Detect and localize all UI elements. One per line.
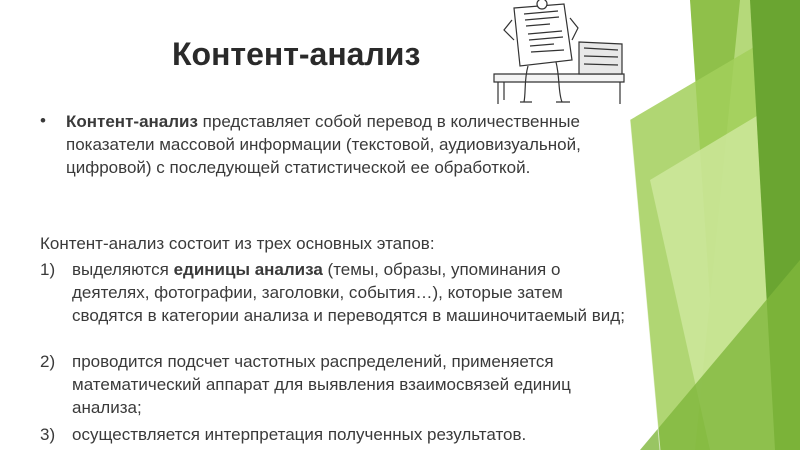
stages-intro: Контент-анализ состоит из трех основных этапов: [40, 234, 435, 253]
stage-text-before: выделяются [72, 260, 174, 279]
stage-number: 3) [40, 425, 56, 444]
definition-body: представляет собой перевод в количественные показатели массовой информации (текстовой, аудиовизуальной, цифровой) с последующей статистической ее обработкой. [66, 112, 581, 177]
stage-item-2 [40, 350, 630, 419]
definition-bullet [40, 110, 620, 179]
stage-item-3 [40, 423, 630, 446]
stage-text: осуществляется интерпретация полученных результатов. [72, 425, 527, 444]
bullet-dot: • [40, 111, 46, 130]
stage-bold-term: единицы анализа [173, 260, 323, 279]
newspaper-reader-illustration [484, 0, 634, 106]
slide-title: Контент-анализ [172, 36, 421, 72]
stage-number: 1) [40, 260, 56, 279]
stage-text-after: (темы, образы, упоминания о деятелях, фотографии, заголовки, события…), которые затем сводятся в категории анализа и переводятся в машиночитаемый вид; [72, 260, 625, 325]
stage-item-1 [40, 258, 630, 327]
stage-text [72, 258, 630, 327]
stage-text: проводится подсчет частотных распределений, применяется математический аппарат для выявления взаимосвязей единиц анализа; [72, 352, 571, 417]
stage-number: 2) [40, 352, 56, 371]
definition-text [66, 110, 620, 179]
definition-term: Контент-анализ [66, 112, 198, 131]
